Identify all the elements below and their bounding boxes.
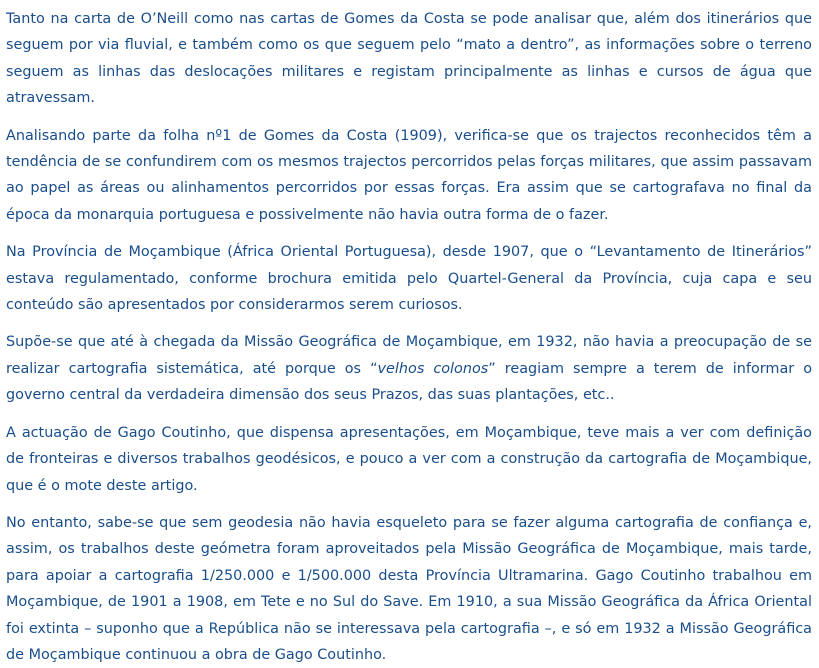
paragraph-oneill-gomes-da-costa: Tanto na carta de O’Neill como nas cartas de Gomes da Costa se pode analisar que, além dos itinerários que seguem por via fluvial, e também como os que seguem pelo “mato a dentro”, as informações sobre o terreno seguem as linhas das deslocações militares e registam principalmente as linhas e cursos de água que atravessam. — [6, 11, 812, 107]
paragraph-text-before: Supõe-se que até à chegada da Missão Geográfica de Moçambique, em 1932, não havia a preocupação de se realizar cartografia sistemática, até porque os “ — [6, 334, 812, 377]
paragraph-levantamento-itinerarios: Na Província de Moçambique (África Oriental Portuguesa), desde 1907, que o “Levantamento de Itinerários” estava regulamentado, conforme brochura emitida pelo Quartel-General da Província, cuja capa e seu conteúdo são apresentados por considerarmos serem curiosos. — [6, 244, 812, 314]
paragraph-gago-coutinho-role: A actuação de Gago Coutinho, que dispensa apresentações, em Moçambique, teve mais a ver com definição de fronteiras e diversos trabalhos geodésicos, e pouco a ver com a construção da cartografia de Moçambique, que é o mote deste artigo. — [6, 424, 812, 494]
emphasis-velhos-colonos: velhos colonos — [377, 360, 489, 377]
paragraph-missao-geografica-1932 — [6, 329, 812, 408]
article-body — [6, 6, 812, 668]
paragraph-folha-1-analysis: Analisando parte da folha nº1 de Gomes da Costa (1909), verifica-se que os trajectos reconhecidos têm a tendência de se confundirem com os mesmos trajectos percorridos pelas forças militares, que assim passavam ao papel as áreas ou alinhamentos percorridos por essas forças. Era assim que se cartografava no final da época da monarquia portuguesa e possivelmente não havia outra forma de o fazer. — [6, 127, 812, 223]
paragraph-geodesia: No entanto, sabe-se que sem geodesia não havia esqueleto para se fazer alguma cartografia de confiança e, assim, os trabalhos deste geómetra foram aproveitados pela Missão Geográfica de Moçambique, mais tarde, para apoiar a cartografia 1/250.000 e 1/500.000 desta Província Ultramarina. Gago Coutinho trabalhou em Moçambique, de 1901 a 1908, em Tete e no Sul do Save. Em 1910, a sua Missão Geográfica da África Oriental foi extinta – suponho que a República não se interessava pela cartografia –, e só em 1932 a Missão Geográfica de Moçambique continuou a obra de Gago Coutinho. — [6, 514, 812, 663]
paragraph-text-after: ” reagiam sempre a terem de informar o governo central da verdadeira dimensão dos seus Prazos, das suas plantações, etc.. — [6, 360, 812, 404]
